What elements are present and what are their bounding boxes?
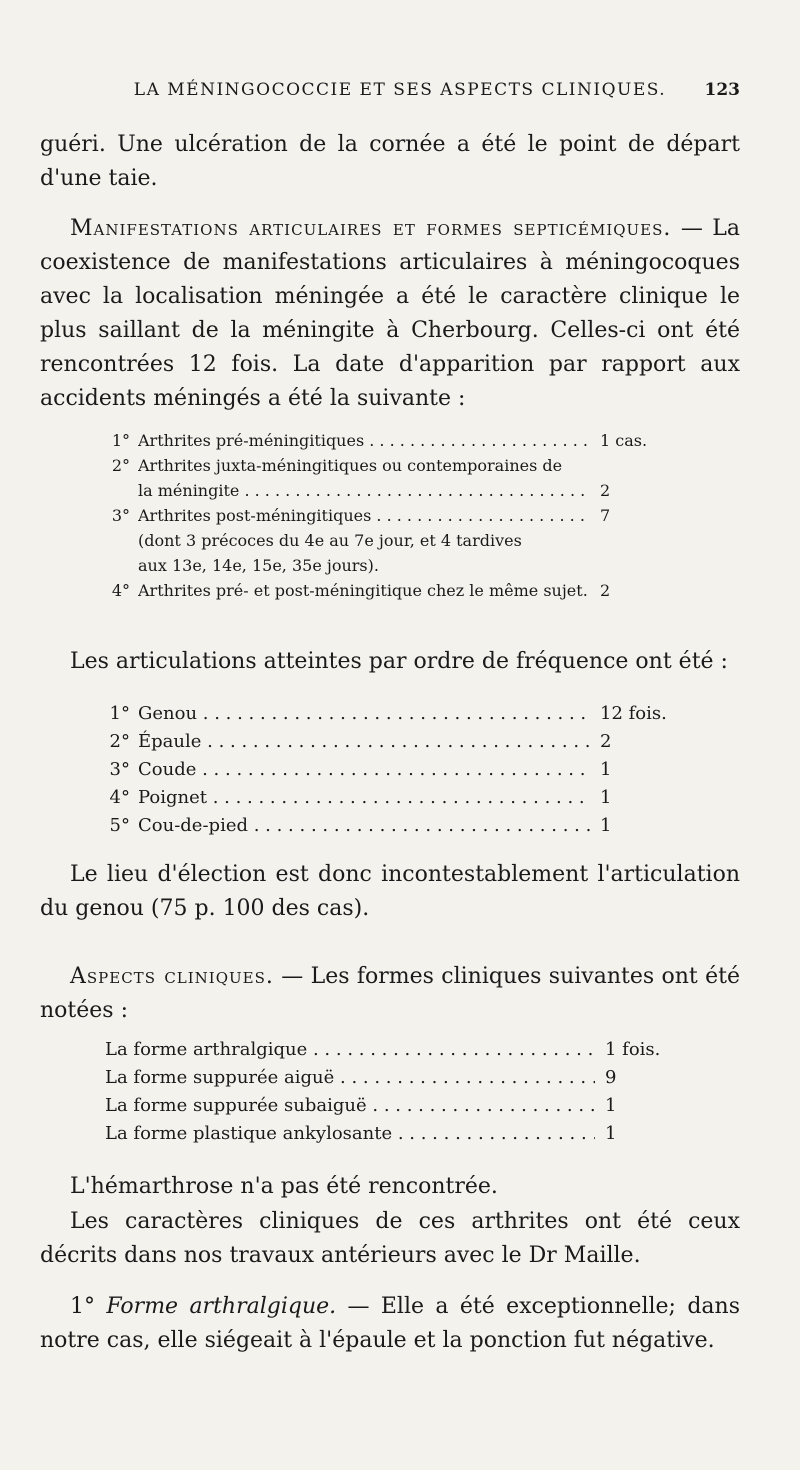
list-item: La forme suppurée aiguë . . . 9 [105, 1064, 675, 1092]
paragraph-characters: Les caractères cliniques de ces arthrites ont été ceux décrits dans nos travaux antérieurs avec le Dr Maille. [40, 1209, 740, 1268]
paragraph-aspects [40, 960, 740, 1028]
joints-list [100, 700, 670, 840]
paragraph-text: — La coexistence de manifestations articulaires à méningocoques avec la localisation méningée a été le caractère clinique le plus saillant de la méningite à Cherbourg. Celles-ci ont été rencontrées 12 fois. La date d'apparition par rapport aux accidents méningés a été la suivante : [40, 216, 740, 411]
list-item: La forme plastique ankylosante . . . 1 [105, 1120, 675, 1148]
list-item: 1° Genou . . . 12 fois. [100, 700, 670, 728]
list-item: 5° Cou-de-pied . . . 1 [100, 812, 670, 840]
paragraph-continuation: guéri. Une ulcération de la cornée a été le point de départ d'une taie. [40, 132, 740, 191]
subsection-heading: Forme arthralgique. [106, 1294, 337, 1319]
list-item: 4° Arthrites pré- et post-méningitique chez le même sujet. 2 [111, 581, 611, 600]
list-item: 2° Épaule . . . 2 [100, 728, 670, 756]
running-header [60, 80, 740, 100]
section-heading: Aspects cliniques. [70, 964, 274, 989]
page-number: 123 [704, 80, 740, 100]
item-number: 1° [70, 1294, 95, 1319]
forms-list [105, 1036, 675, 1148]
paragraph-text: — Elle a été exceptionnelle; dans notre cas, elle siégeait à l'épaule et la ponction fut négative. [40, 1294, 740, 1353]
list-item: La forme suppurée subaiguë . . . 1 [105, 1092, 675, 1120]
list-item: 1° Arthrites pré-méningitiques . . . 1 cas. [100, 428, 670, 453]
list-item: 3° Coude . . . 1 [100, 756, 670, 784]
paragraph-text: — Les formes cliniques suivantes ont été notées : [40, 964, 740, 1023]
paragraph-arthralgic [40, 1290, 740, 1358]
onset-list [100, 428, 670, 603]
paragraph-articular [40, 212, 740, 416]
list-item: 3° Arthrites post-méningitiques . . . 7 [100, 503, 670, 528]
header-title: LA MÉNINGOCOCCIE ET SES ASPECTS CLINIQUES. [133, 80, 667, 100]
list-item: La forme arthralgique . . . 1 fois. [105, 1036, 675, 1064]
list-item: la méningite . . . 2 [100, 478, 670, 503]
paragraph-hemarthrosis: L'hémarthrose n'a pas été rencontrée. [70, 1174, 498, 1199]
paragraph-election: Le lieu d'élection est donc incontestablement l'articulation du genou (75 p. 100 des cas). [40, 862, 740, 921]
list-item: 2° Arthrites juxta-méningitiques ou contemporaines de [111, 456, 563, 475]
paragraph-joints: Les articulations atteintes par ordre de fréquence ont été : [70, 649, 728, 674]
list-item: aux 13e, 14e, 15e, 35e jours). [138, 556, 379, 575]
list-item: 4° Poignet . . . 1 [100, 784, 670, 812]
list-item: (dont 3 précoces du 4e au 7e jour, et 4 tardives [138, 531, 522, 550]
section-heading: Manifestations articulaires et formes septicémiques. [70, 216, 672, 241]
